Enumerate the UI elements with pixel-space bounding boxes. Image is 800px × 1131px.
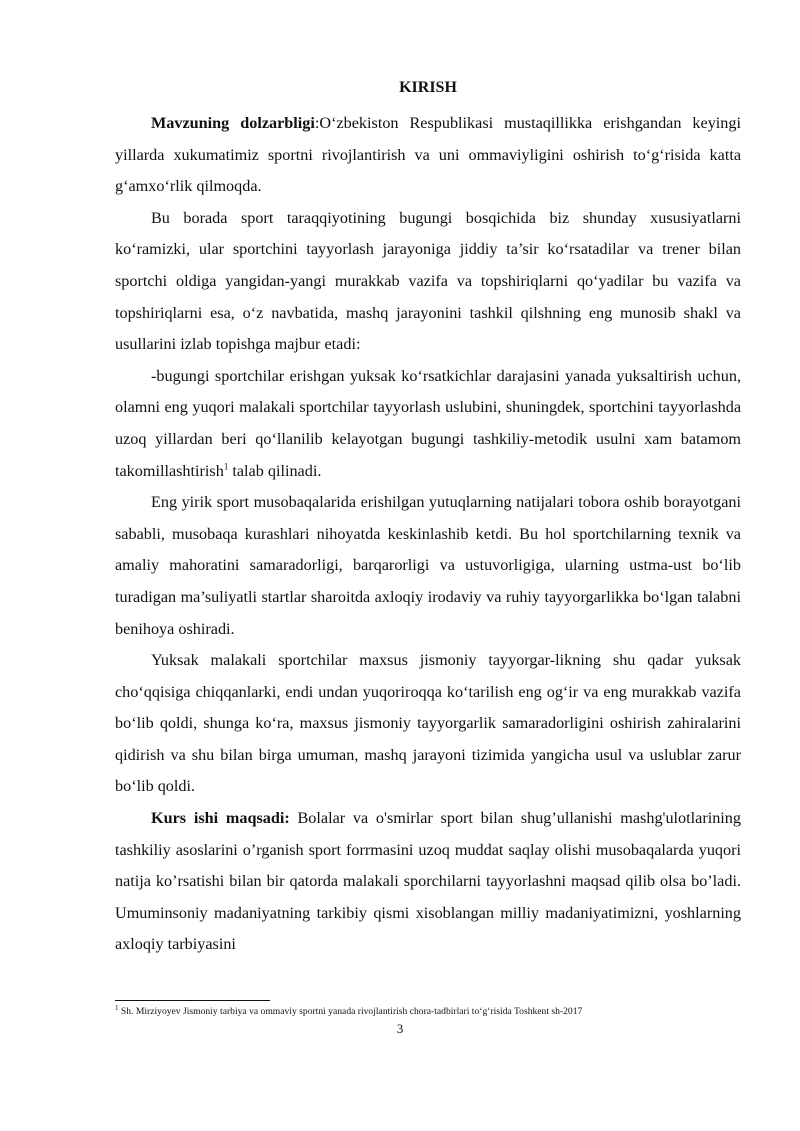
paragraph-text: Eng yirik sport musobaqalarida erishilgan yutuqlarning natijalari tobora oshib borayotgani sababli, musobaqa kurashlari nihoyatda keskinlashib ketdi. Bu hol sportchilarning texnik va amaliy mahoratini samaradorligi, barqarorligi va ustuvorligiga, ularning ustma-ust bo‘lib turadigan ma’suliyatli startlar sharoitda axloqiy irodaviy va ruhiy tayyorgarlikka bo‘lgan talabni benihoya oshiradi. — [115, 493, 741, 638]
paragraph-modern-athletes — [115, 361, 741, 487]
paragraph-qualified-athletes — [115, 645, 741, 803]
paragraph-course-goal — [115, 803, 741, 961]
page-number: 3 — [396, 1021, 404, 1036]
paragraph-competitions — [115, 487, 741, 645]
paragraph-text: Yuksak malakali sportchilar maxsus jismoniy tayyorgar-likning shu qadar yuksak cho‘qqisiga chiqqanlarki, endi undan yuqoriroqqa ko‘tarilish eng og‘ir va eng murakkab vazifa bo‘lib qoldi, shunga ko‘ra, maxsus jismoniy tayyorgarlik samaradorligini oshirish zahiralarini qidirish va shu bilan birga umuman, mashq jarayoni tizimida yangicha usul va uslublar zarur bo‘lib qoldi. — [115, 651, 741, 796]
footnote — [115, 1003, 583, 1018]
paragraph-relevance — [115, 108, 741, 203]
document-title: KIRISH — [399, 79, 457, 96]
footnote-mark: 1 — [115, 1003, 119, 1012]
paragraph-text: :O‘zbekiston Respublikasi mustaqillikka erishgandan keyingi yillarda xukumatimiz sportni rivojlantirish va uni ommaviyligini oshirish to‘g‘risida katta g‘amxo‘rlik qilmoqda. — [115, 114, 741, 196]
paragraph-sport-development — [115, 203, 741, 361]
footnote-text: Sh. Mirziyoyev Jismoniy tarbiya va ommaviy sportni yanada rivojlantirish chora-tadbirlari to‘g‘risida Toshkent sh-2017 — [118, 1006, 583, 1017]
paragraph-text-tail: talab qilinadi. — [228, 461, 322, 480]
paragraph-text: -bugungi sportchilar erishgan yuksak ko‘rsatkichlar darajasini yanada yuksaltirish uchun, olamni eng yuqori malakali sportchilar tayyorlash uslubini, shuningdek, sportchini tayyorlashda uzoq yillardan beri qo‘llanilib kelayotgan bugungi tashkiliy-metodik usulni xam batamom takomillashtirish — [115, 366, 741, 480]
paragraph-text: Bu borada sport taraqqiyotining bugungi bosqichida biz shunday xususiyatlarni ko‘ramizki, ular sportchini tayyorlash jarayoniga jiddiy ta’sir ko‘rsatadilar va trener bilan sportchi oldiga yangidan-yangi murakkab vazifa va topshiriqlarni qo‘yadilar bu vazifa va topshiriqlarni esa, o‘z navbatida, mashq jarayonini tashkil qilshning eng munosib shakl va usullarini izlab topishga majbur etadi: — [115, 208, 741, 354]
footnote-separator — [115, 1000, 270, 1001]
document-body — [115, 72, 741, 961]
footnote-reference[interactable]: 1 — [223, 461, 229, 472]
relevance-heading: Mavzuning dolzarbligi — [151, 114, 315, 132]
course-goal-heading: Kurs ishi maqsadi: — [151, 809, 290, 828]
paragraph-text: Bolalar va o'smirlar sport bilan shug’ullanishi mashg'ulotlarining tashkiliy asoslarini o’rganish sport forrmasini uzoq muddat saqlay olishi musobaqalarda yuqori natija ko’rsatishi bilan bir qatorda malakali sporchilarni tayyorlashni maqsad qilib olsa bo’ladi. Umuminsoniy madaniyatning tarkibiy qismi xisoblangan milliy madaniyatimizni, yoshlarning axloqiy tarbiyasini — [115, 809, 741, 954]
